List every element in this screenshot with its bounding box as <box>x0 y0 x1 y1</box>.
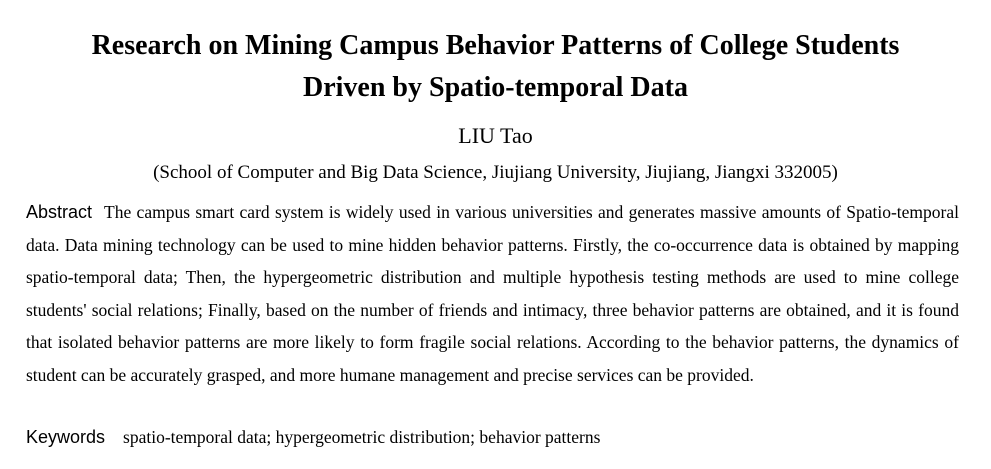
abstract-paragraph <box>26 196 959 392</box>
keywords-label: Keywords <box>26 427 106 447</box>
keywords-text: spatio-temporal data; hypergeometric distribution; behavior patterns <box>123 427 601 447</box>
paper-title-line-1: Research on Mining Campus Behavior Patterns of College Students <box>91 30 900 61</box>
keywords-paragraph <box>26 422 959 452</box>
author-name: LIU Tao <box>458 123 533 148</box>
author-affiliation: (School of Computer and Big Data Science, Jiujiang University, Jiujiang, Jiangxi 332005) <box>153 162 838 183</box>
paper-title-line-2: Driven by Spatio-temporal Data <box>303 72 688 103</box>
abstract-label: Abstract <box>26 202 93 222</box>
abstract-text: The campus smart card system is widely used in various universities and generates massive amounts of Spatio-temporal data. Data mining technology can be used to mine hidden behavior patterns. Firstly, the co-occurrence data is obtained by mapping spatio-temporal data; Then, the hypergeometric distribution and multiple hypothesis testing methods are used to mine college students' social relations; Finally, based on the number of friends and intimacy, three behavior patterns are obtained, and it is found that isolated behavior patterns are more likely to form fragile social relations. According to the behavior patterns, the dynamics of student can be accurately grasped, and more humane management and precise services can be provided. <box>26 202 959 385</box>
